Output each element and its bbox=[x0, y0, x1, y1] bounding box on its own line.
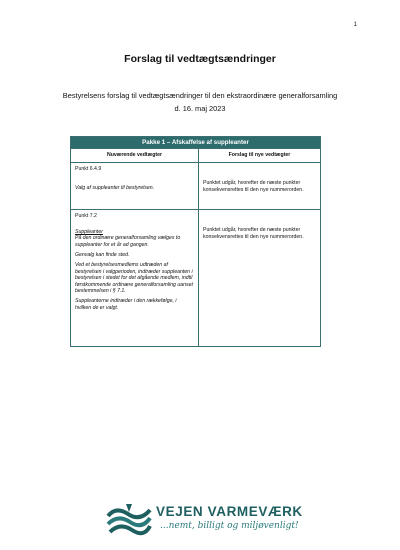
table-row bbox=[71, 209, 320, 346]
document-date: d. 16. maj 2023 bbox=[174, 104, 226, 113]
document-title: Forslag til vedtægtsændringer bbox=[124, 53, 276, 65]
section-heading: Suppleanter bbox=[75, 228, 103, 235]
company-logo bbox=[106, 502, 306, 536]
proposed-cell bbox=[199, 210, 320, 346]
logo-name: VEJEN VARMEVÆRK bbox=[156, 504, 303, 519]
point-number: Punkt 6.4.9 bbox=[75, 166, 102, 173]
page-number: 1 bbox=[353, 22, 357, 28]
current-cell bbox=[71, 163, 199, 209]
proposed-text: Punktet udgår, hvorefter de næste punkter konsekvensrettes til den nye nummerorden. bbox=[203, 227, 304, 240]
document-subtitle: Bestyrelsens forslag til vedtægtsændringer til den ekstraordinære generalforsamling bbox=[62, 91, 338, 100]
proposed-cell bbox=[199, 163, 320, 209]
point-number: Punkt 7.2 bbox=[75, 213, 97, 220]
table-row bbox=[71, 162, 320, 209]
column-header-proposed: Forslag til nye vedtægter bbox=[228, 152, 291, 158]
current-paragraph: Genvalg kan finde sted. bbox=[75, 252, 130, 259]
vejen-varmevaerk-logo-icon bbox=[106, 502, 152, 536]
proposed-text: Punktet udgår, hvorefter de næste punkter konsekvensrettes til den nye nummerorden. bbox=[203, 180, 304, 193]
current-cell bbox=[71, 210, 199, 346]
current-paragraph: Ved et bestyrelsesmedlems udtræden af bestyrelsen i valgperioden, indtræder suppleanten i bestyrelsen i stedet for det afgående medlem, indtil førstkommende ordinære generalforsamling uanset bestemmelsen i § 7.1. bbox=[75, 262, 193, 295]
table-heading: Pakke 1 – Afskaffelse af suppleanter bbox=[71, 137, 320, 148]
amendments-table bbox=[70, 136, 321, 347]
logo-tagline: ...nemt, billigt og miljøvenligt! bbox=[160, 521, 299, 531]
current-paragraph: På den ordinære generalforsamling vælges to suppleanter for et år ad gangen. bbox=[75, 235, 181, 248]
current-text: Valg af suppleanter til bestyrelsen. bbox=[75, 184, 155, 191]
current-paragraph: Suppleanterne indtræder i den rækkefølge, i hvilken de er valgt. bbox=[75, 298, 177, 311]
column-header-current: Nuværende vedtægter bbox=[71, 149, 199, 162]
table-column-headers bbox=[71, 148, 320, 162]
